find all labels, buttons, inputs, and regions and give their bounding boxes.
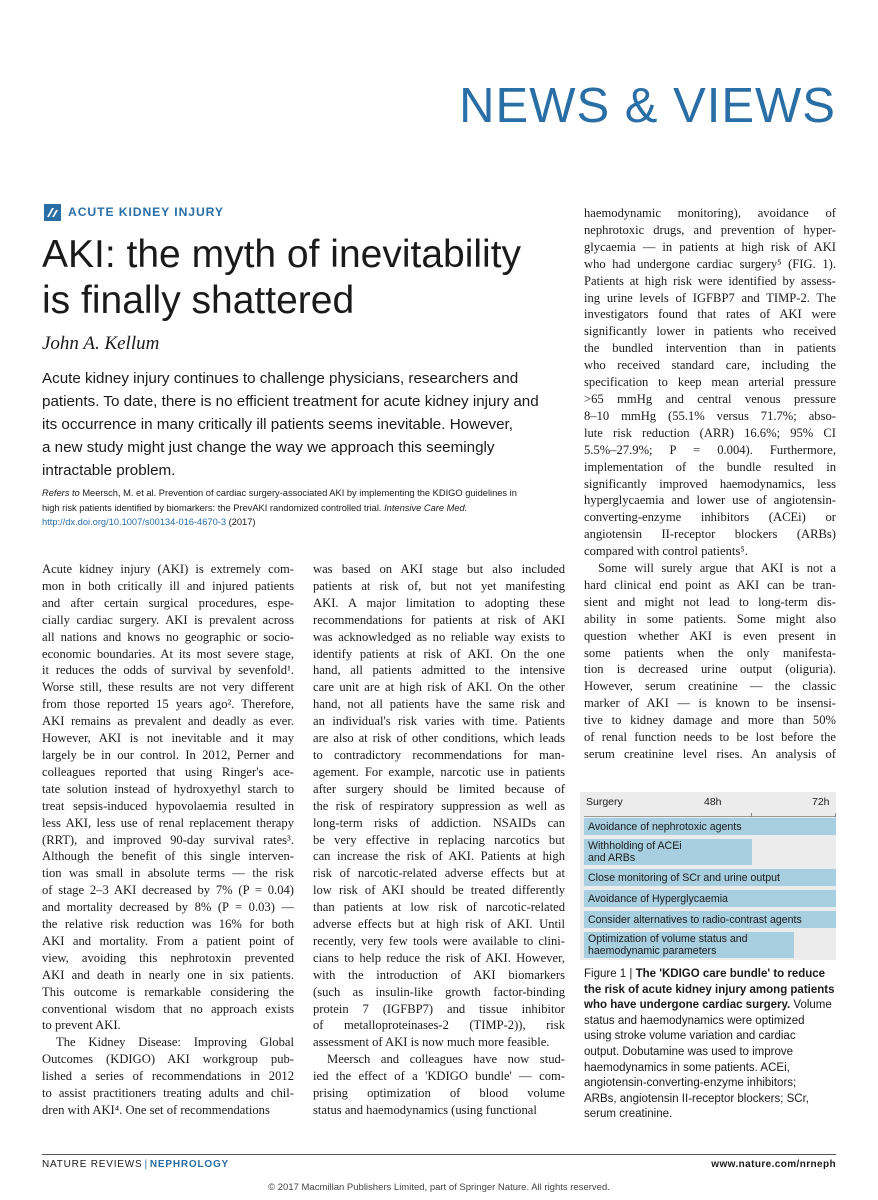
body-text-line: all nations and knows no geographic or socio- — [42, 629, 294, 644]
body-text-line: significantly lower in patients who received — [584, 324, 836, 339]
body-text-line: risk of narcotic-related adverse effects but at — [313, 866, 565, 881]
intervention-bar — [584, 839, 752, 865]
body-text-line: marker of AKI — is known to be insensi- — [584, 696, 836, 711]
body-text-line: be very effective in replacing narcotics but — [313, 832, 565, 847]
body-text-line: less AKI, less use of renal replacement therapy — [42, 815, 294, 830]
timeline-axis — [584, 816, 836, 817]
body-text-line: lished a series of recommendations in 2012 — [42, 1069, 294, 1084]
body-text-line: long-term risks of addiction. NSAIDs can — [313, 815, 565, 830]
body-text-line: with the introduction of AKI biomarkers — [313, 967, 565, 982]
masthead: NEWS & VIEWS — [459, 79, 836, 133]
intervention-label-line: Withholding of ACEi — [588, 840, 682, 852]
standfirst-line: patients. To date, there is no efficient treatment for acute kidney injury and — [42, 393, 539, 410]
body-text-line: cially cardiac surgery. AKI is prevalent across — [42, 612, 294, 627]
body-text-line: who received standard care, including the — [584, 358, 836, 373]
refers-to-citation — [42, 486, 562, 530]
figure-label: Figure 1 | — [584, 968, 633, 980]
body-text-line: patients at risk of, but not yet manifesting — [313, 578, 565, 593]
body-text-line: from those reported 15 years ago². Therefore, — [42, 697, 294, 712]
standfirst-line: its occurrence in many critically ill patients seems inevitable. However, — [42, 416, 513, 433]
nephrology-section-icon — [44, 204, 61, 221]
body-text-line: lute risk reduction (ARR) 16.6%; 95% CI — [584, 425, 836, 440]
intervention-label: Consider alternatives to radio-contrast agents — [588, 913, 802, 926]
intervention-bar — [584, 932, 794, 958]
body-text-line: haemodynamic monitoring), avoidance of — [584, 206, 836, 220]
body-text-line: (such as insulin-like growth factor-binding — [313, 984, 565, 999]
timeline-tick — [751, 813, 752, 817]
body-text-line: identify patients at risk of AKI. On the one — [313, 646, 565, 661]
body-text-line: low risk of AKI should be treated differently — [313, 883, 565, 898]
body-text-line: economic boundaries. At its most severe stage, — [42, 646, 294, 661]
footer-rule — [42, 1154, 836, 1155]
body-text-line: Acute kidney injury (AKI) is extremely com- — [42, 562, 294, 576]
figure-1-timeline — [580, 792, 836, 960]
body-text-line: sient and might not lead to long-term dis- — [584, 594, 836, 609]
body-text-line: prising optimization of blood volume — [313, 1086, 565, 1101]
caption-line: Volume — [793, 999, 832, 1012]
body-text-line: the bundled intervention than in patients — [584, 341, 836, 356]
body-text-line: hand, all patients admitted to the intensive — [313, 663, 565, 678]
intervention-label — [588, 933, 748, 957]
body-text-line: was based on AKI stage but also included — [313, 562, 565, 576]
body-text-line: view, avoiding this nephrotoxin prevented — [42, 950, 294, 965]
body-text-line: angiotensin II-receptor blockers (ARBs) — [584, 527, 836, 542]
body-text-line: hard clinical end point as AKI can be tran- — [584, 577, 836, 592]
body-text-line: the relative risk reduction was 16% for both — [42, 917, 294, 932]
body-text-line: cians to help reduce the risk of AKI. However, — [313, 950, 565, 965]
body-text-line: implementation of the bundle resulted in — [584, 459, 836, 474]
body-text-line: can increase the risk of AKI. Patients at high — [313, 849, 565, 864]
body-text-line: compared with control patients⁵. — [584, 544, 748, 559]
body-text-line: to contradictory recommendations for man- — [313, 747, 565, 762]
article-title — [42, 232, 562, 324]
citation-journal: Intensive Care Med. — [384, 502, 468, 513]
body-text-line: recently, very few tools were available to clini- — [313, 933, 565, 948]
body-text-line: >65 mmHg and central venous pressure — [584, 391, 836, 406]
body-column-1 — [42, 561, 294, 1119]
body-text-line: the risk of respiratory suppression as well as — [313, 798, 565, 813]
body-text-line: conventional wisdom that no approach exists — [42, 1001, 294, 1016]
intervention-label — [588, 840, 682, 864]
body-text-line: recommendations for patients at risk of AKI — [313, 612, 565, 627]
body-text-line: AKI and mortality. From a patient point of — [42, 933, 294, 948]
body-text-line: and mortality decreased by 8% (P = 0.03) — — [42, 900, 294, 915]
timeline-start-label: Surgery — [586, 796, 623, 808]
body-text-line: after surgery should be limited because of — [313, 781, 565, 796]
caption-line: ARBs, angiotensin II-receptor blockers; SCr, — [584, 1092, 809, 1105]
body-text-line: (RRT), and improved 90-day survival rates³. — [42, 832, 294, 847]
body-text-line: to assist practitioners treating adults and chil- — [42, 1086, 294, 1101]
body-text-line: tate solution instead of hydroxyethyl starch to — [42, 781, 294, 796]
author-name: John A. Kellum — [42, 333, 160, 354]
body-text-line: was acknowledged as no reliable way exists to — [313, 629, 565, 644]
body-text-line: ability in some patients. Some might also — [584, 611, 836, 626]
body-text-line: an individual's risk varies with time. Patients — [313, 714, 565, 729]
body-text-line: hyperglycaemia and lower use of angiotensin- — [584, 493, 836, 508]
caption-line: status and haemodynamics were optimized — [584, 1014, 805, 1027]
body-text-line: However, AKI is not inevitable and it may — [42, 731, 294, 746]
body-text-line: glycaemia — in patients at high risk of AKI — [584, 239, 836, 254]
journal-url[interactable]: www.nature.com/nrneph — [711, 1159, 836, 1170]
intervention-bar — [584, 890, 836, 907]
body-text-line: Patients at high risk were identified by assess- — [584, 273, 836, 288]
standfirst — [42, 367, 562, 482]
caption-bold-line: the risk of acute kidney injury among patients — [584, 983, 835, 996]
caption-line: angiotensin-converting-enzyme inhibitors; — [584, 1077, 797, 1090]
title-line: is finally shattered — [42, 279, 355, 322]
body-text-line: adverse effects but at high risk of AKI. Until — [313, 917, 565, 932]
section-label: ACUTE KIDNEY INJURY — [68, 205, 224, 219]
intervention-label-line: haemodynamic parameters — [588, 945, 717, 957]
body-text-line: AKI. A major limitation to adopting these — [313, 595, 565, 610]
section-kicker — [44, 203, 224, 221]
body-text-line: converting-enzyme inhibitors (ACEi) or — [584, 510, 836, 525]
body-text-line: tive to kidney damage and more than 50% — [584, 713, 836, 728]
body-column-2 — [313, 561, 565, 1119]
body-text-line: tion was small in absolute terms — the risk — [42, 866, 294, 881]
body-text-line: assessment of AKI is now much more feasible. — [313, 1035, 550, 1050]
body-text-line: hand, not all patients have the same risk and — [313, 697, 565, 712]
standfirst-line: Acute kidney injury continues to challenge physicians, researchers and — [42, 370, 519, 387]
intervention-label-line: and ARBs — [588, 852, 636, 864]
intervention-label-line: Optimization of volume status and — [588, 933, 748, 945]
body-text-line: mon in both critically ill and injured patients — [42, 578, 294, 593]
standfirst-line: a new study might just change the way we approach this seemingly — [42, 439, 495, 456]
caption-line: serum creatinine. — [584, 1108, 673, 1121]
caption-bold-line: The 'KDIGO care bundle' to reduce — [635, 968, 826, 980]
body-text-line: The Kidney Disease: Improving Global — [56, 1035, 294, 1050]
citation-line: high risk patients identified by biomarkers: the PrevAKI randomized controlled trial. — [42, 502, 382, 513]
body-text-line: agement. For example, narcotic use in patients — [313, 764, 565, 779]
body-text-line: AKI and death in nearly one in six patients. — [42, 967, 294, 982]
journal-name: NATURE REVIEWS — [42, 1159, 143, 1170]
body-text-line: AKI remains as prevalent and deadly as ever. — [42, 714, 294, 729]
figure-caption — [584, 967, 839, 1123]
caption-line: output. Dobutamine was used to improve — [584, 1045, 794, 1058]
body-text-line: of metalloproteinases-2 (TIMP-2)), risk — [313, 1018, 565, 1033]
body-text-line: significantly improved haemodynamics, less — [584, 476, 836, 491]
doi-link[interactable]: http://dx.doi.org/10.1007/s00134-016-4670-3 — [42, 517, 227, 527]
timeline-72h-label: 72h — [812, 796, 830, 808]
footer-separator: | — [144, 1159, 148, 1170]
footer-journal — [42, 1159, 229, 1170]
body-text-line: nephrotoxic drugs, and prevention of hyper- — [584, 222, 836, 237]
body-text-line: than patients at low risk of narcotic-related — [313, 900, 565, 915]
body-text-line: This outcome is remarkable considering the — [42, 984, 294, 999]
refers-to-prefix: Refers to — [42, 488, 80, 498]
intervention-label: Close monitoring of SCr and urine output — [588, 871, 780, 884]
body-text-line: it reduces the odds of survival by sevenfold¹. — [42, 663, 294, 678]
caption-line: haemodynamics in some patients. ACEi, — [584, 1061, 790, 1074]
body-text-line: Although the benefit of this single interven- — [42, 849, 294, 864]
body-text-line: colleagues reported that using Ringer's ace- — [42, 764, 294, 779]
body-text-line: and after certain surgical procedures, espe- — [42, 595, 294, 610]
body-text-line: tion is decreased urine output (oliguria). — [584, 662, 836, 677]
intervention-bar — [584, 818, 836, 835]
intervention-label: Avoidance of Hyperglycaemia — [588, 892, 728, 905]
body-text-line: specification to keep mean arterial pressure — [584, 375, 836, 390]
body-text-line: However, serum creatinine — the classic — [584, 679, 836, 694]
copyright-notice: © 2017 Macmillan Publishers Limited, part of Springer Nature. All rights reserved. — [268, 1182, 610, 1193]
intervention-bar — [584, 911, 836, 928]
body-text-line: ied the effect of a 'KDIGO bundle' — com- — [313, 1069, 565, 1084]
body-text-line: protein 7 (IGFBP7) and tissue inhibitor — [313, 1001, 565, 1016]
body-text-line: Worse still, these results are not very different — [42, 680, 294, 695]
body-text-line: 5.5%–27.9%; P = 0.004). Furthermore, — [584, 442, 836, 457]
body-text-line: ing urine levels of IGFBP7 and TIMP-2. The — [584, 290, 836, 305]
body-text-line: of stage 2–3 AKI decreased by 7% (P = 0.04) — [42, 883, 294, 898]
body-text-line: largely be in our control. In 2012, Perner and — [42, 747, 294, 762]
body-text-line: care unit are at high risk of AKI. On the other — [313, 680, 565, 695]
caption-line: using stroke volume variation and cardiac — [584, 1030, 796, 1043]
body-text-line: of renal function needs to be lost before the — [584, 730, 836, 745]
citation-line: Meersch, M. et al. Prevention of cardiac surgery-associated AKI by implementing the KDIGO guidelines in — [82, 488, 517, 498]
body-text-line: who had undergone cardiac surgery⁵ (FIG. 1). — [584, 256, 836, 271]
standfirst-line: intractable problem. — [42, 462, 176, 479]
body-text-line: Some will surely argue that AKI is not a — [598, 561, 836, 576]
body-text-line: Meersch and colleagues have now stud- — [327, 1052, 565, 1067]
title-line: AKI: the myth of inevitability — [42, 233, 522, 276]
body-text-line: investigators found that rates of AKI were — [584, 307, 836, 322]
body-text-line: to prevent AKI. — [42, 1018, 121, 1033]
citation-year: (2017) — [228, 517, 256, 527]
body-text-line: question whether AKI is even present in — [584, 628, 836, 643]
body-text-line: Outcomes (KDIGO) AKI workgroup pub- — [42, 1052, 294, 1067]
caption-bold-line: who have undergone cardiac surgery. — [584, 999, 791, 1012]
body-text-line: some patients when the only manifesta- — [584, 645, 836, 660]
body-column-3 — [584, 205, 836, 763]
intervention-label: Avoidance of nephrotoxic agents — [588, 820, 742, 833]
intervention-bar — [584, 869, 836, 886]
body-text-line: status and haemodynamics (using functional — [313, 1103, 537, 1117]
body-text-line: dren with AKI⁴. One set of recommendations — [42, 1103, 270, 1117]
body-text-line: 8–10 mmHg (55.1% versus 71.7%; abso- — [584, 408, 836, 423]
body-text-line: are also at risk of other conditions, which leads — [313, 731, 565, 746]
body-text-line: treat sepsis-induced hypovolaemia resulted in — [42, 798, 294, 813]
journal-section: NEPHROLOGY — [149, 1159, 229, 1170]
timeline-48h-label: 48h — [704, 796, 722, 808]
timeline-tick — [835, 813, 836, 817]
body-text-line: serum creatinine level rises. An analysis of — [584, 747, 836, 761]
